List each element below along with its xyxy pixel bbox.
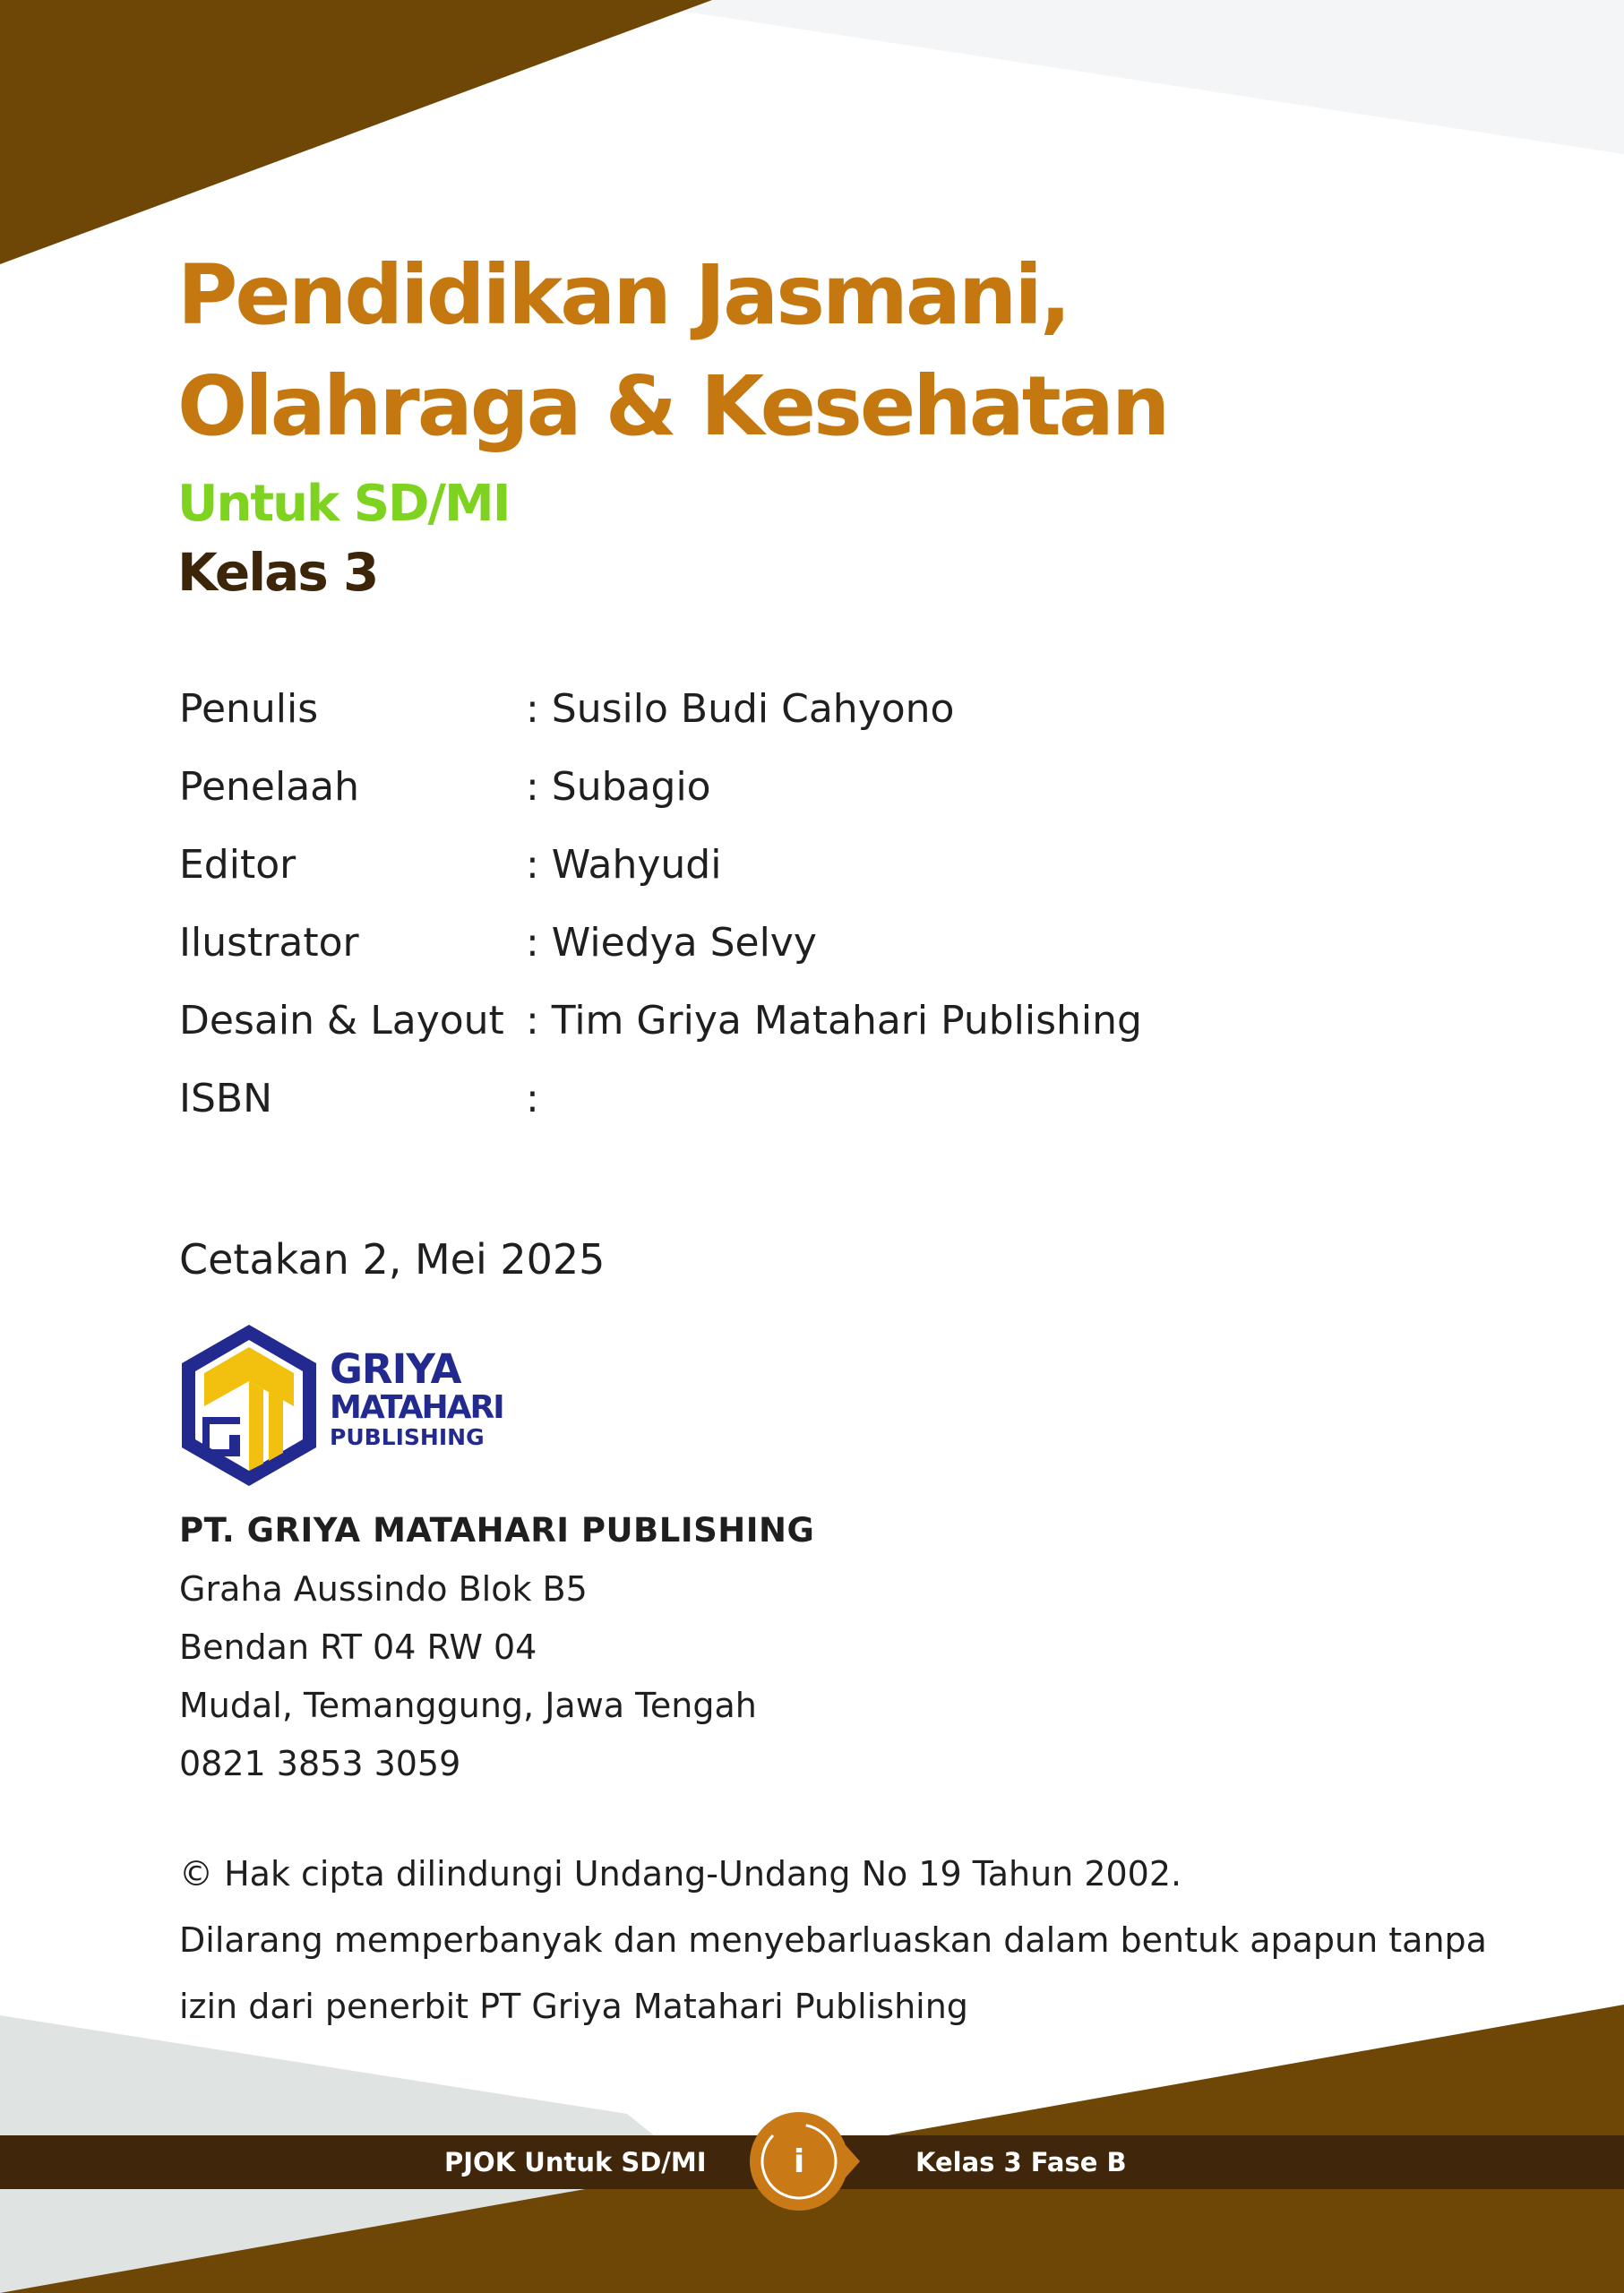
footer-grade-label: Kelas 3 Fase B <box>915 2147 1127 2177</box>
copyright-line: izin dari penerbit PT Griya Matahari Publishing <box>179 1987 968 2026</box>
book-grade: Kelas 3 <box>177 542 378 603</box>
publisher-address-line: Graha Aussindo Blok B5 <box>179 1569 588 1609</box>
credit-label: Desain & Layout <box>179 998 504 1043</box>
credit-value: : <box>526 1076 539 1121</box>
edition-info: Cetakan 2, Mei 2025 <box>179 1235 606 1284</box>
book-title-line-1: Pendidikan Jasmani, <box>177 247 1069 343</box>
book-subtitle: Untuk SD/MI <box>177 475 510 533</box>
logo-text-matahari: MATAHARI <box>330 1389 503 1426</box>
publisher-phone: 0821 3853 3059 <box>179 1744 461 1783</box>
credit-value: : Tim Griya Matahari Publishing <box>526 998 1142 1043</box>
page-number: i <box>793 2143 805 2180</box>
publisher-address-line: Bendan RT 04 RW 04 <box>179 1627 537 1667</box>
credit-label: Editor <box>179 842 296 888</box>
credit-value: : Subagio <box>526 764 711 810</box>
credit-value: : Susilo Budi Cahyono <box>526 686 955 732</box>
book-title <box>177 240 1167 462</box>
hexagon-gm-logo-icon <box>177 1320 321 1490</box>
credit-row-penulis <box>179 670 1142 748</box>
credit-value: : Wiedya Selvy <box>526 920 817 966</box>
credit-label: Penelaah <box>179 764 360 810</box>
credit-row-editor <box>179 826 1142 904</box>
copyright-notice <box>179 1841 1487 2040</box>
book-title-line-2: Olahraga & Kesehatan <box>177 358 1168 454</box>
credit-row-ilustrator <box>179 904 1142 982</box>
publisher-logo <box>177 1320 503 1490</box>
copyright-line: © Hak cipta dilindungi Undang-Undang No 19 Tahun 2002. <box>179 1854 1182 1894</box>
publisher-address-line: Mudal, Temanggung, Jawa Tengah <box>179 1686 757 1725</box>
logo-text-griya: GRIYA <box>330 1345 461 1393</box>
footer-book-label: PJOK Untuk SD/MI <box>444 2147 707 2177</box>
top-right-gray-shape <box>609 0 1624 154</box>
top-left-brown-shape <box>0 0 712 264</box>
credit-label: Penulis <box>179 686 319 732</box>
publisher-name: PT. GRIYA MATAHARI PUBLISHING <box>179 1511 815 1550</box>
credit-row-desain-layout <box>179 982 1142 1060</box>
logo-text-publishing: PUBLISHING <box>330 1424 485 1450</box>
credit-value: : Wahyudi <box>526 842 722 888</box>
credit-row-isbn <box>179 1060 1142 1138</box>
publisher-info <box>179 1501 814 1793</box>
credits-list <box>179 670 1142 1138</box>
credit-row-penelaah <box>179 748 1142 826</box>
copyright-line: Dilarang memperbanyak dan menyebarluaskan dalam bentuk apapun tanpa <box>179 1920 1487 1960</box>
credit-label: ISBN <box>179 1076 273 1121</box>
credit-label: Ilustrator <box>179 920 359 966</box>
